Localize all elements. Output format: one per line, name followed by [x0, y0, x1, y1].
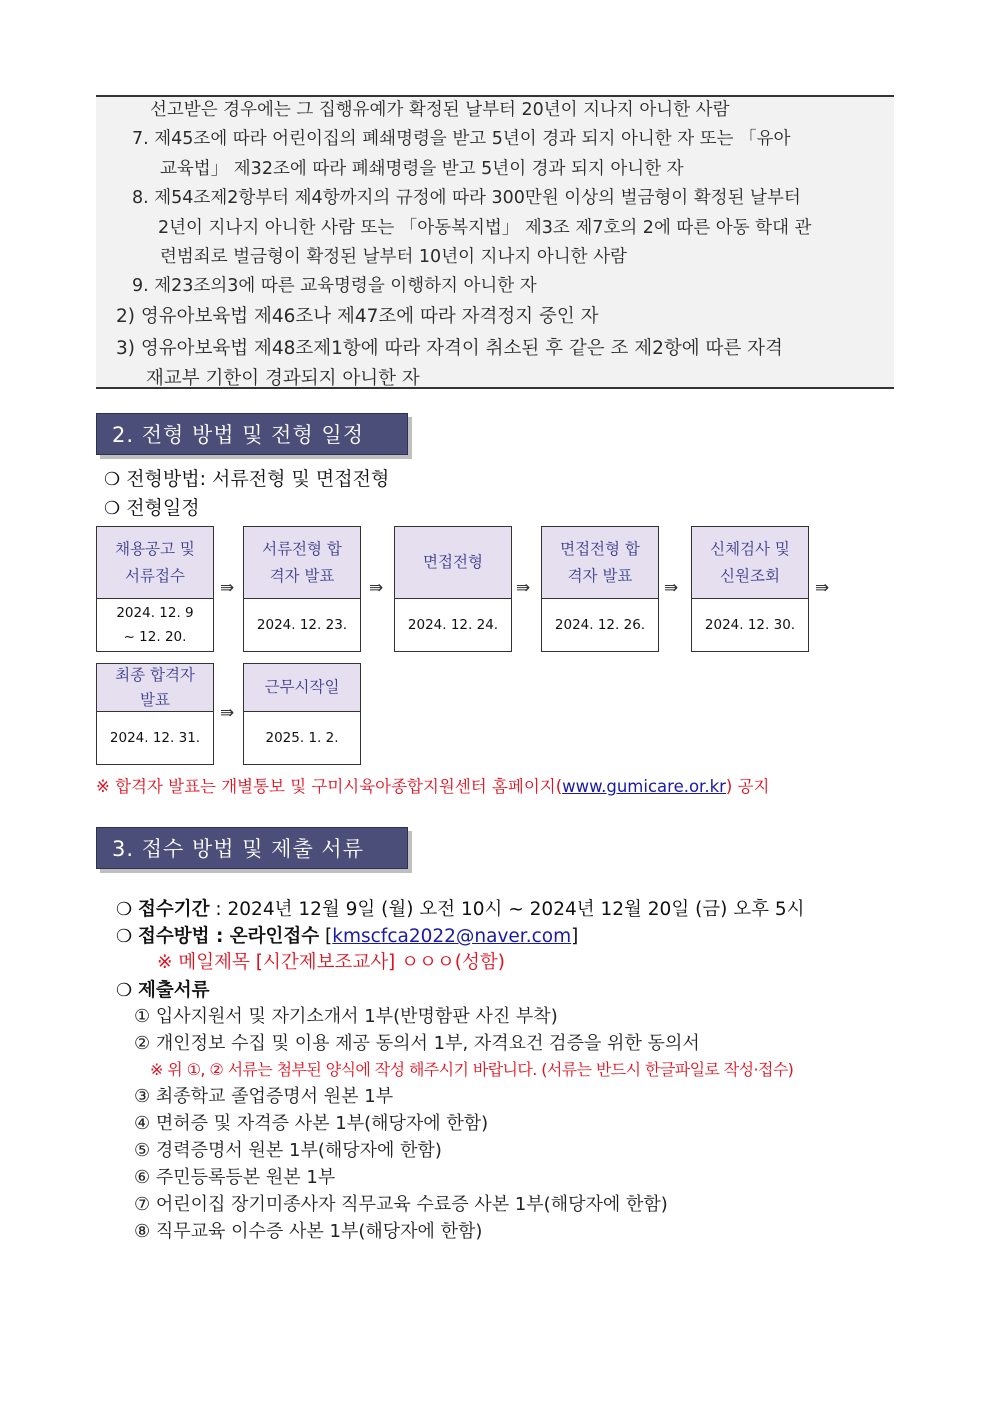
criteria-line: 련범죄로 벌금형이 확정된 날부터 10년이 지나지 아니한 사람: [160, 247, 627, 267]
circle-bullet-icon: ❍: [116, 926, 133, 947]
schedule-step-title: 면접전형 합격자 발표: [542, 527, 658, 599]
bullet-selection-method: ❍ 전형방법: 서류전형 및 면접전형: [104, 468, 390, 490]
email-link[interactable]: kmscfca2022@naver.com: [332, 926, 572, 947]
arrow-icon: ⇛: [220, 578, 235, 598]
document-item: ① 입사지원서 및 자기소개서 1부(반명함판 사진 부착): [134, 1006, 558, 1027]
application-method: ❍ 접수방법 : 온라인접수 [kmscfca2022@naver.com]: [116, 926, 579, 947]
criteria-line: 2) 영유아보육법 제46조나 제47조에 따라 자격정지 중인 자: [116, 306, 599, 327]
document-item: ⑦ 어린이집 장기미종사자 직무교육 수료증 사본 1부(해당자에 한함): [134, 1194, 668, 1215]
circle-bullet-icon: ❍: [104, 469, 121, 490]
schedule-step-date: 2024. 12. 9 ~ 12. 20.: [116, 605, 194, 645]
schedule-step-title: 최종 합격자 발표: [97, 664, 213, 712]
homepage-link[interactable]: www.gumicare.or.kr: [562, 777, 726, 796]
schedule-step-title: 면접전형: [395, 527, 511, 599]
schedule-step-title: 서류전형 합격자 발표: [244, 527, 360, 599]
criteria-line: 2년이 지나지 아니한 사람 또는 「아동복지법」 제3조 제7호의 2에 따른 아동 학대 관: [158, 218, 812, 238]
criteria-box: [96, 95, 894, 389]
document-item: ⑧ 직무교육 이수증 사본 1부(해당자에 한함): [134, 1221, 483, 1242]
criteria-line: 재교부 기한이 경과되지 아니한 자: [146, 368, 420, 389]
schedule-step-title: 채용공고 및 서류접수: [97, 527, 213, 599]
document-item: ④ 면허증 및 자격증 사본 1부(해당자에 한함): [134, 1113, 489, 1134]
schedule-step-title: 근무시작일: [244, 664, 360, 712]
schedule-step-date: 2024. 12. 31.: [109, 730, 201, 746]
document-item: ⑤ 경력증명서 원본 1부(해당자에 한함): [134, 1140, 442, 1161]
criteria-line: 3) 영유아보육법 제48조제1항에 따라 자격이 취소된 후 같은 조 제2항에 따른 자격: [116, 338, 783, 359]
arrow-icon: ⇛: [664, 578, 679, 598]
schedule-step: [96, 663, 214, 765]
application-period: ❍ 접수기간 : 2024년 12월 9일 (월) 오전 10시 ~ 2024년 12월 20일 (금) 오후 5시: [116, 899, 805, 920]
schedule-step-date: 2024. 12. 24.: [407, 617, 499, 633]
schedule-step: [541, 526, 659, 652]
arrow-icon: ⇛: [220, 703, 235, 723]
schedule-step-date: 2024. 12. 23.: [256, 617, 348, 633]
schedule-step: [691, 526, 809, 652]
criteria-line: 8. 제54조제2항부터 제4항까지의 규정에 따라 300만원 이상의 벌금형이 확정된 날부터: [132, 188, 801, 208]
circle-bullet-icon: ❍: [116, 899, 133, 920]
criteria-line: 교육법」 제32조에 따라 폐쇄명령을 받고 5년이 경과 되지 아니한 자: [160, 159, 684, 179]
schedule-step-date: 2025. 1. 2.: [265, 730, 339, 746]
bullet-selection-schedule: ❍ 전형일정: [104, 497, 200, 519]
circle-bullet-icon: ❍: [116, 980, 133, 1001]
schedule-step: [243, 526, 361, 652]
schedule-step-date: 2024. 12. 26.: [554, 617, 646, 633]
arrow-icon: ⇛: [815, 578, 830, 598]
schedule-step-date: 2024. 12. 30.: [704, 617, 796, 633]
document-item: ② 개인정보 수집 및 이용 제공 동의서 1부, 자격요건 검증을 위한 동의서: [134, 1033, 700, 1054]
criteria-line: 선고받은 경우에는 그 집행유예가 확정된 날부터 20년이 지나지 아니한 사람: [150, 100, 730, 120]
schedule-step: [394, 526, 512, 652]
schedule-step-title: 신체검사 및 신원조회: [692, 527, 808, 599]
documents-heading: ❍ 제출서류: [116, 980, 210, 1001]
schedule-step: [243, 663, 361, 765]
schedule-step: [96, 526, 214, 652]
circle-bullet-icon: ❍: [104, 498, 121, 519]
announcement-notice: ※ 합격자 발표는 개별통보 및 구미시육아종합지원센터 홈페이지(www.gumicare.or.kr) 공지: [96, 777, 770, 796]
section-3-title: 3. 접수 방법 및 제출 서류: [96, 827, 408, 869]
document-note: ※ 위 ①, ② 서류는 첨부된 양식에 작성 해주시기 바랍니다. (서류는 반드시 한글파일로 작성·접수): [150, 1060, 794, 1079]
arrow-icon: ⇛: [516, 578, 531, 598]
criteria-line: 9. 제23조의3에 따른 교육명령을 이행하지 아니한 자: [132, 276, 537, 296]
document-item: ⑥ 주민등록등본 원본 1부: [134, 1167, 336, 1188]
document-item: ③ 최종학교 졸업증명서 원본 1부: [134, 1086, 394, 1107]
criteria-line: 7. 제45조에 따라 어린이집의 폐쇄명령을 받고 5년이 경과 되지 아니한 자 또는 「유아: [132, 129, 791, 149]
arrow-icon: ⇛: [369, 578, 384, 598]
email-subject-note: ※ 메일제목 [시간제보조교사] ㅇㅇㅇ(성함): [157, 952, 505, 973]
section-2-title: 2. 전형 방법 및 전형 일정: [96, 413, 408, 455]
